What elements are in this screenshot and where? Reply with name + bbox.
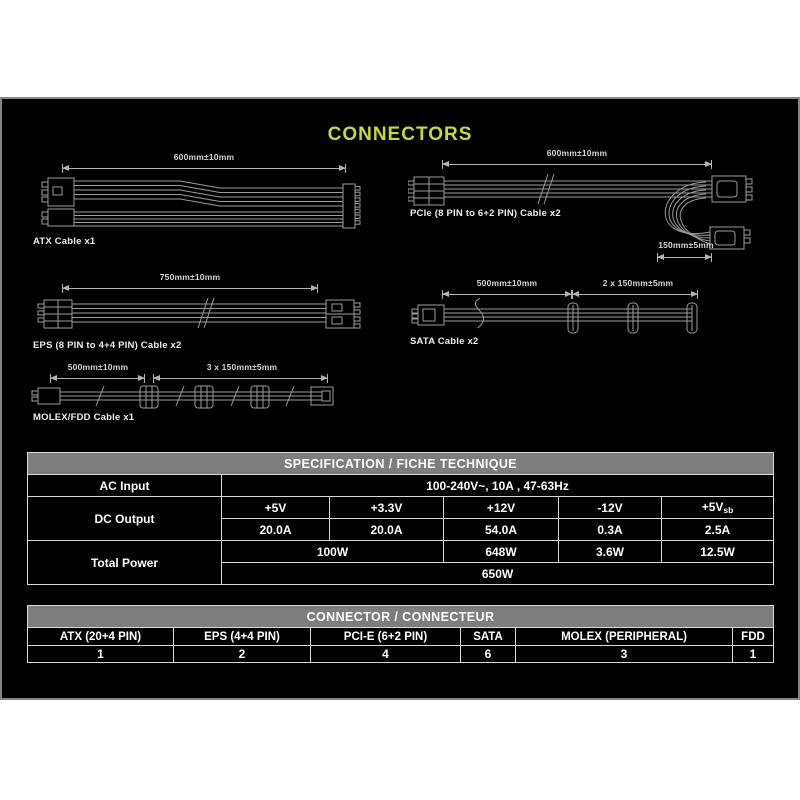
current-cell: 0.3A — [559, 519, 662, 541]
dimension-label: 150mm±5mm — [658, 240, 714, 250]
dimension-label: 500mm±10mm — [476, 278, 538, 288]
power-row — [28, 541, 774, 563]
diagram-eps-cable — [30, 272, 365, 354]
cable-label: MOLEX/FDD Cable x1 — [33, 412, 135, 423]
dimension-label: 500mm±10mm — [67, 362, 129, 372]
ac-input-label: AC Input — [28, 475, 222, 497]
power-cell: 100W — [222, 541, 444, 563]
ac-input-row — [28, 475, 774, 497]
atx-cable-drawing — [30, 152, 365, 247]
connector-names-row — [28, 628, 774, 646]
dimension-arrow — [657, 257, 712, 258]
dc-rails-row — [28, 497, 774, 519]
connector-table-title: CONNECTOR / CONNECTEUR — [28, 606, 774, 628]
dimension-label: 3 x 150mm±5mm — [206, 362, 278, 372]
power-cell: 648W — [444, 541, 559, 563]
current-cell: 20.0A — [330, 519, 444, 541]
dimension-label: 2 x 150mm±5mm — [602, 278, 674, 288]
connector-name: SATA — [461, 628, 516, 646]
connector-count: 6 — [461, 646, 516, 663]
diagram-pcie-cable — [408, 148, 786, 270]
connector-name: MOLEX (PERIPHERAL) — [516, 628, 733, 646]
dimension-label: 600mm±10mm — [546, 148, 608, 158]
diagram-atx-cable — [30, 152, 365, 247]
rail-cell-5vsb — [662, 497, 774, 519]
specification-table — [27, 452, 774, 585]
rail-cell: -12V — [559, 497, 662, 519]
power-cell: 3.6W — [559, 541, 662, 563]
current-cell: 54.0A — [444, 519, 559, 541]
connector-name: PCI-E (6+2 PIN) — [311, 628, 461, 646]
spec-table-title: SPECIFICATION / FICHE TECHNIQUE — [28, 453, 774, 475]
connector-table-header-row — [28, 606, 774, 628]
connector-count: 1 — [733, 646, 774, 663]
connector-count: 4 — [311, 646, 461, 663]
diagram-molex-cable — [30, 362, 365, 424]
connector-name: ATX (20+4 PIN) — [28, 628, 174, 646]
cable-label: EPS (8 PIN to 4+4 PIN) Cable x2 — [33, 340, 182, 351]
rail-cell: +5V — [222, 497, 330, 519]
current-cell: 2.5A — [662, 519, 774, 541]
connector-count: 3 — [516, 646, 733, 663]
diagram-sata-cable — [408, 278, 786, 348]
total-wattage-cell: 650W — [222, 563, 774, 585]
connector-name: FDD — [733, 628, 774, 646]
total-power-label: Total Power — [28, 541, 222, 585]
connector-counts-row — [28, 646, 774, 663]
spec-table-header-row — [28, 453, 774, 475]
connector-count: 1 — [28, 646, 174, 663]
rail-5vsb-base: +5V — [701, 500, 724, 514]
connector-count: 2 — [174, 646, 311, 663]
page-title: CONNECTORS — [327, 124, 473, 145]
connector-table — [27, 605, 774, 663]
connector-name: EPS (4+4 PIN) — [174, 628, 311, 646]
rail-cell: +3.3V — [330, 497, 444, 519]
rail-5vsb-sub: sb — [723, 505, 734, 515]
current-cell: 20.0A — [222, 519, 330, 541]
dimension-label: 750mm±10mm — [159, 272, 221, 282]
cable-label: ATX Cable x1 — [33, 236, 96, 247]
dimension-label: 600mm±10mm — [173, 152, 235, 162]
ac-input-value: 100-240V~, 10A , 47-63Hz — [222, 475, 774, 497]
cable-label: PCIe (8 PIN to 6+2 PIN) Cable x2 — [410, 208, 561, 219]
power-cell: 12.5W — [662, 541, 774, 563]
rail-cell: +12V — [444, 497, 559, 519]
dc-output-label: DC Output — [28, 497, 222, 541]
cable-label: SATA Cable x2 — [410, 336, 479, 347]
